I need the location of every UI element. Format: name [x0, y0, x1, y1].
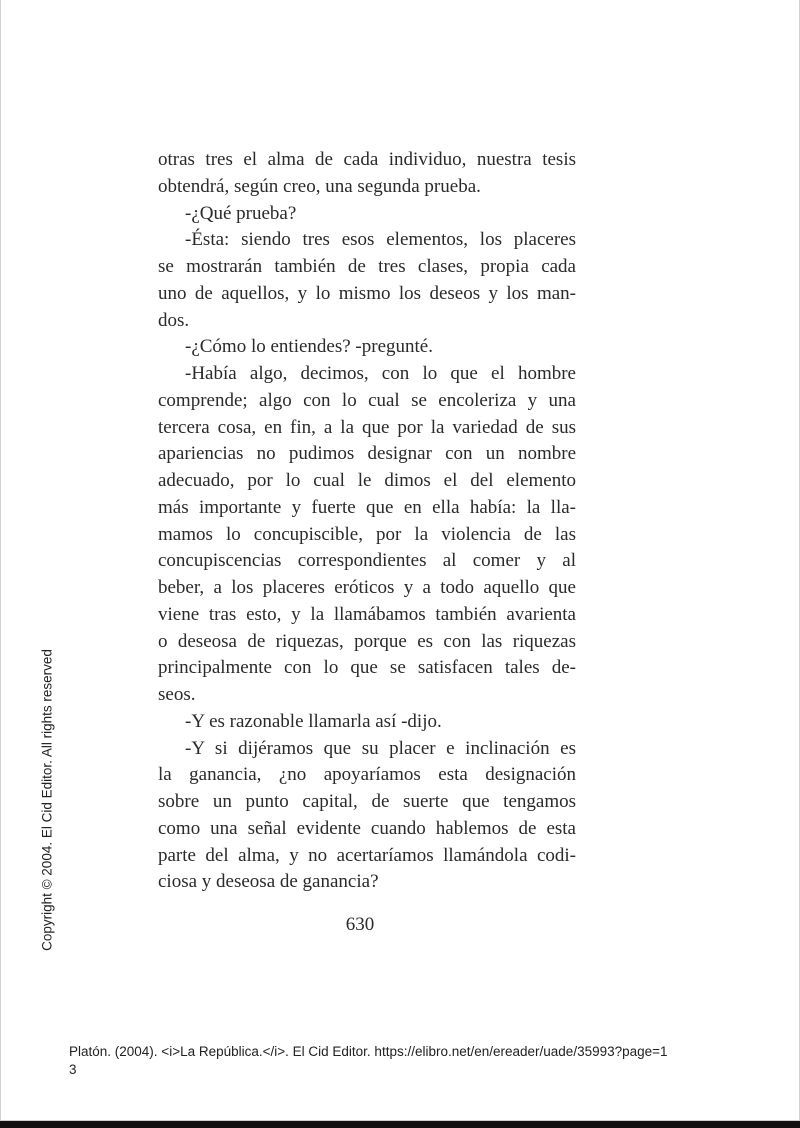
- text-line: otras tres el alma de cada individuo, nuestra tesis: [158, 149, 576, 170]
- text-line: más importante y fuerte que en ella había: la lla-: [158, 496, 576, 518]
- text-line: -Y es razonable llamarla así -dijo.: [185, 710, 442, 732]
- text-line: se mostrarán también de tres clases, propia cada: [158, 256, 576, 277]
- text-line: -¿Qué prueba?: [185, 202, 297, 224]
- text-line: ciosa y deseosa de ganancia?: [158, 871, 379, 893]
- text-line: tercera cosa, en fin, a la que por la variedad de sus: [158, 416, 576, 438]
- text-line: -Había algo, decimos, con lo que el hombre: [185, 363, 576, 384]
- citation-line-2: 3: [69, 1062, 77, 1077]
- text-line: seos.: [158, 684, 196, 705]
- text-line: apariencias no pudimos designar con un nombre: [158, 443, 576, 465]
- bottom-bar: [0, 1121, 800, 1128]
- text-line: como una señal evidente cuando hablemos de esta: [158, 817, 576, 839]
- text-line: o deseosa de riquezas, porque es con las riquezas: [158, 630, 576, 652]
- text-line: parte del alma, y no acertaríamos llamándola codi-: [158, 844, 576, 866]
- text-line: obtendrá, según creo, una segunda prueba.: [158, 175, 481, 197]
- text-line: viene tras esto, y la llamábamos también avarienta: [158, 603, 576, 625]
- citation-line-1: Platón. (2004). <i>La República.</i>. El Cid Editor. https://elibro.net/en/ereader/uade/35993?page=1: [69, 1044, 668, 1059]
- page-number: 630: [345, 914, 375, 935]
- text-line: dos.: [158, 309, 190, 331]
- text-line: mamos lo concupiscible, por la violencia de las: [158, 523, 576, 545]
- text-line: sobre un punto capital, de suerte que tengamos: [158, 791, 576, 812]
- body-text: [158, 147, 576, 896]
- text-line: principalmente con lo que se satisfacen tales de-: [158, 657, 576, 679]
- text-line: comprende; algo con lo cual se encoleriza y una: [158, 389, 576, 411]
- text-line: la ganancia, ¿no apoyaríamos esta designación: [158, 764, 576, 786]
- text-line: -Ésta: siendo tres esos elementos, los placeres: [185, 229, 576, 251]
- text-line: beber, a los placeres eróticos y a todo aquello que: [158, 577, 576, 598]
- citation: [69, 1043, 769, 1079]
- copyright-notice: Copyright © 2004. El Cid Editor. All rights reserved: [39, 649, 55, 951]
- text-line: -¿Cómo lo entiendes? -pregunté.: [185, 336, 433, 358]
- text-line: uno de aquellos, y lo mismo los deseos y los man-: [158, 282, 576, 304]
- text-line: adecuado, por lo cual le dimos el del elemento: [158, 470, 576, 491]
- text-line: concupiscencias correspondientes al comer y al: [158, 550, 576, 572]
- text-line: -Y si dijéramos que su placer e inclinación es: [185, 737, 576, 759]
